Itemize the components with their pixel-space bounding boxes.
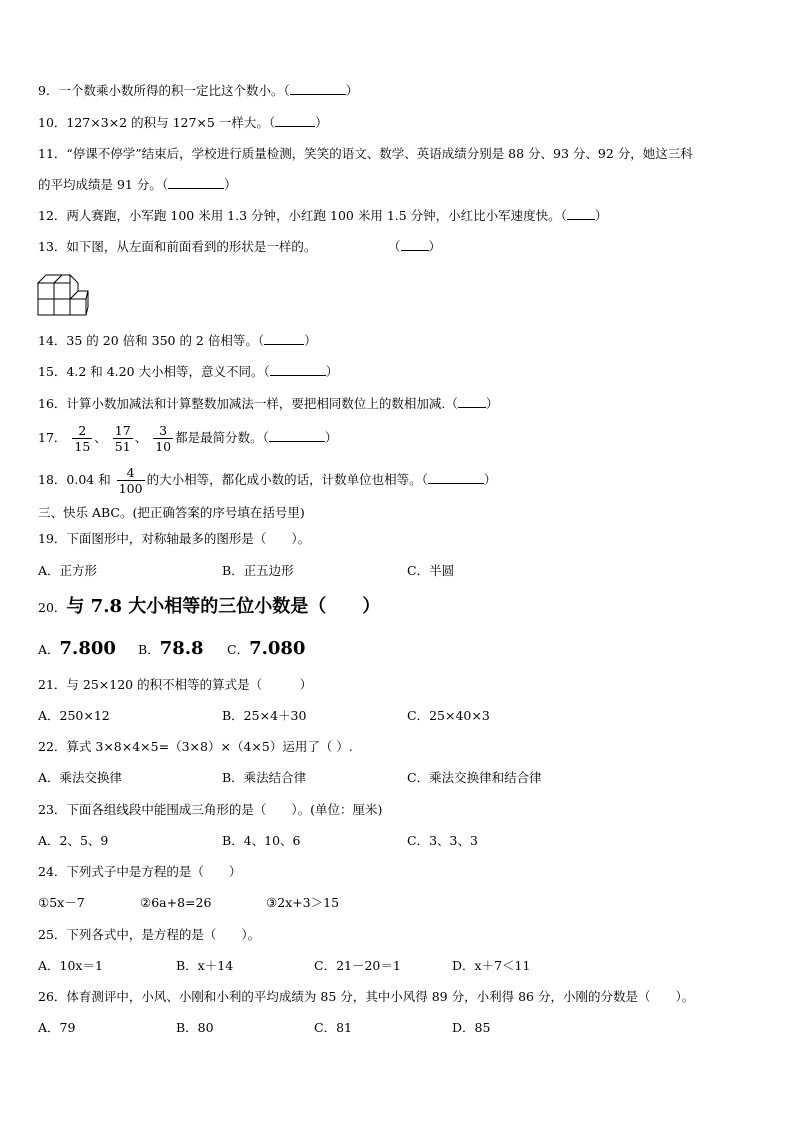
question-20: 20．与 7.8 大小相等的三位小数是（ ） xyxy=(38,596,381,617)
option-c[interactable]: C．81 xyxy=(314,1020,352,1035)
option-c[interactable]: C．乘法交换律和结合律 xyxy=(407,770,542,785)
question-11-cont: 的平均成绩是 91 分。（ ） xyxy=(38,177,237,192)
option-b[interactable]: B．x＋14 xyxy=(176,958,234,973)
question-19: 19．下面图形中，对称轴最多的图形是（ ）。 xyxy=(38,531,311,546)
question-26: 26．体育测评中，小风、小刚和小利的平均成绩为 85 分，其中小风得 89 分，小利得 86 分，小刚的分数是（ ）。 xyxy=(38,989,695,1004)
answer-blank[interactable] xyxy=(567,209,595,220)
question-12: 12．两人赛跑，小军跑 100 米用 1.3 分钟，小红跑 100 米用 1.5 分钟，小红比小军速度快。（ ） xyxy=(38,208,608,223)
option-b[interactable]: B．25×4＋30 xyxy=(222,708,307,723)
option-c[interactable]: C．半圆 xyxy=(407,563,455,578)
fraction-4-100: $\frac{4}{100}$ xyxy=(118,465,143,496)
question-24: 24．下列式子中是方程的是（ ） xyxy=(38,864,242,879)
option-a[interactable]: A．7.800 xyxy=(38,638,116,659)
answer-blank[interactable] xyxy=(290,84,346,95)
option-c[interactable]: C．25×40×3 xyxy=(407,708,490,723)
option-d[interactable]: D．x＋7＜11 xyxy=(452,958,531,973)
option-b[interactable]: B．乘法结合律 xyxy=(222,770,307,785)
question-18: 18．0.04 和 $\frac{4}{100}$ 的大小相等，都化成小数的话，计数单位也相等。（ ） xyxy=(38,465,497,496)
cube-face xyxy=(70,299,86,315)
fraction-1: $\frac{2}{15}$ xyxy=(74,423,91,454)
question-16: 16．计算小数加减法和计算整数加减法一样，要把相同数位上的数相加减.（ ） xyxy=(38,396,499,411)
option-d[interactable]: D．85 xyxy=(452,1020,491,1035)
option-b[interactable]: B．正五边形 xyxy=(222,563,294,578)
answer-blank[interactable] xyxy=(458,397,486,408)
option-c[interactable]: C．3、3、3 xyxy=(407,833,478,848)
question-11: 11．“停课不停学”结束后，学校进行质量检测，笑笑的语文、数学、英语成绩分别是 88 分、93 分、92 分，她这三科 xyxy=(38,146,693,161)
fraction-2: $\frac{17}{51}$ xyxy=(114,423,131,454)
question-25: 25．下列各式中，是方程的是（ ）。 xyxy=(38,927,261,942)
option-c[interactable]: C．21－20＝1 xyxy=(314,958,401,973)
option-2[interactable]: ②6a+8=26 xyxy=(140,895,212,910)
option-3[interactable]: ③2x+3＞15 xyxy=(266,895,340,910)
option-a[interactable]: A．2、5、9 xyxy=(38,833,109,848)
section-heading: 三、快乐 ABC。(把正确答案的序号填在括号里) xyxy=(38,505,305,520)
option-b[interactable]: B．80 xyxy=(176,1020,214,1035)
question-13: 13．如下图，从左面和前面看到的形状是一样的。 xyxy=(38,239,317,254)
option-a[interactable]: A．10x＝1 xyxy=(38,958,103,973)
question-23: 23．下面各组线段中能围成三角形的是（ ）。(单位：厘米) xyxy=(38,802,383,817)
question-9: 9．一个数乘小数所得的积一定比这个数小。（ ） xyxy=(38,83,359,98)
option-a[interactable]: A．乘法交换律 xyxy=(38,770,123,785)
question-13-answer: （ ） xyxy=(388,239,442,254)
answer-blank[interactable] xyxy=(270,365,326,376)
answer-blank[interactable] xyxy=(275,116,315,127)
answer-blank[interactable] xyxy=(401,240,429,251)
answer-blank[interactable] xyxy=(264,334,304,345)
option-b[interactable]: B．78.8 xyxy=(138,638,204,659)
answer-blank[interactable] xyxy=(428,473,484,484)
question-10: 10．127×3×2 的积与 127×5 一样大。（ ） xyxy=(38,115,328,130)
cube-stack-figure xyxy=(36,268,90,318)
option-b[interactable]: B．4、10、6 xyxy=(222,833,301,848)
option-c[interactable]: C．7.080 xyxy=(227,638,306,659)
option-1[interactable]: ①5x－7 xyxy=(38,895,85,910)
option-a[interactable]: A．正方形 xyxy=(38,563,98,578)
question-21: 21．与 25×120 的积不相等的算式是（ ） xyxy=(38,677,313,692)
question-15: 15．4.2 和 4.20 大小相等，意义不同。（ ） xyxy=(38,364,339,379)
question-14: 14．35 的 20 倍和 350 的 2 倍相等。（ ） xyxy=(38,333,317,348)
answer-blank[interactable] xyxy=(168,178,224,189)
question-17: 17． $\frac{2}{15}$ 、 $\frac{17}{51}$ 、 $\frac{3}{10}$ 都是最简分数。（ ） xyxy=(38,423,338,454)
fraction-3: $\frac{3}{10}$ xyxy=(155,423,172,454)
answer-blank[interactable] xyxy=(269,431,325,442)
option-a[interactable]: A．79 xyxy=(38,1020,76,1035)
question-22: 22．算式 3×8×4×5=（3×8）×（4×5）运用了（ ）. xyxy=(38,739,353,754)
option-a[interactable]: A．250×12 xyxy=(38,708,110,723)
